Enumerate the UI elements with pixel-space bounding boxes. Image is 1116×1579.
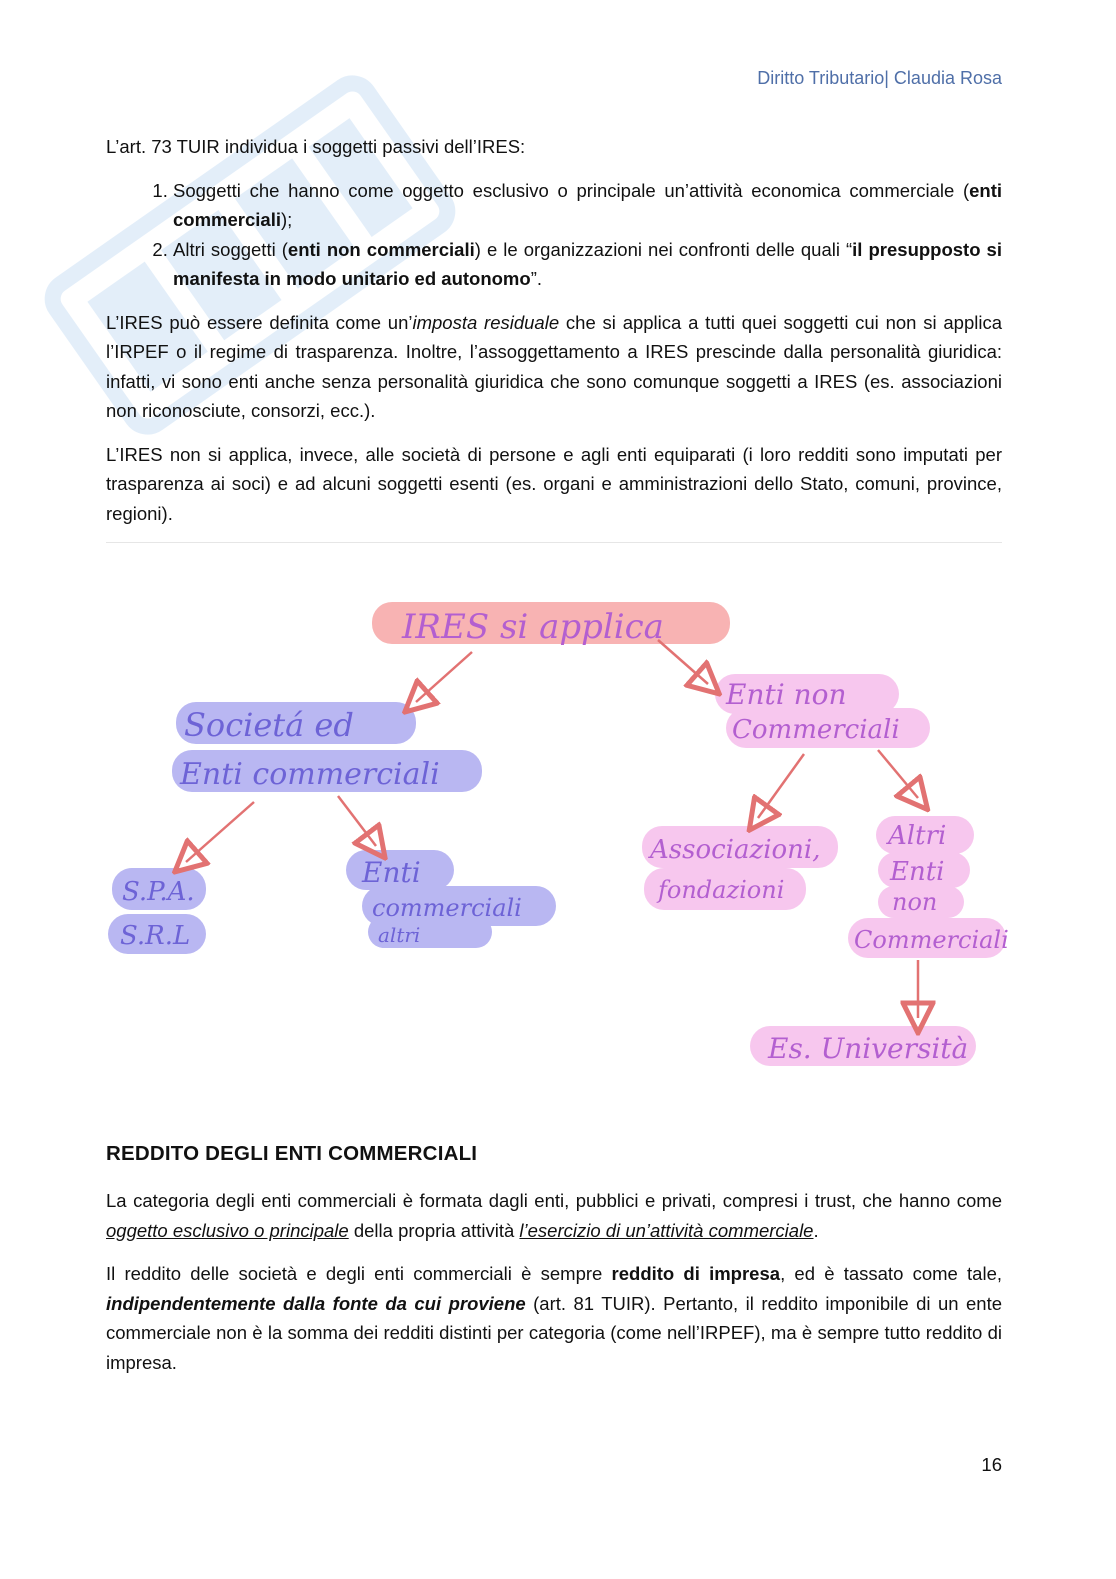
- intro-lead: L’art. 73 TUIR individua i soggetti passivi dell’IRES:: [106, 136, 526, 157]
- intro-section: [106, 132, 1002, 543]
- section-title: REDDITO DEGLI ENTI COMMERCIALI: [106, 1142, 478, 1165]
- enti-label-1: Enti: [362, 856, 421, 889]
- page-header: Diritto Tributario| Claudia Rosa: [757, 68, 1002, 88]
- root-label: IRES si applica: [402, 607, 664, 647]
- paragraph-category: La categoria degli enti commerciali è formata dagli enti, pubblici e privati, compresi i trust, che hanno come oggetto esclusivo o principale della propria attività l’esercizio di un’attività commerciale.: [106, 1190, 1002, 1241]
- altri-label-3: non: [892, 888, 938, 916]
- subjects-list: [106, 176, 1002, 294]
- left-label-2: Enti commerciali: [180, 757, 440, 792]
- altri-label-4: Commerciali: [854, 926, 1009, 954]
- paragraph-exclusions: L’IRES non si applica, invece, alle società di persone e agli enti equiparati (i loro redditi sono imputati per trasparenza ai soci) e ad alcuni soggetti esenti (es. organi e amministrazioni dello Stato, comuni, province, regioni).: [106, 443, 1002, 524]
- enti-label-3: altri: [378, 923, 421, 947]
- paragraph-residual-tax: L’IRES può essere definita come un’imposta residuale che si applica a tutti quei soggetti cui non si applica l’IRPEF o il regime di trasparenza. Inoltre, l’assoggettamento a IRES prescinde dalla personalità giuridica: infatti, vi sono enti anche senza personalità giuridica che sono comunque soggetti a IRES (es. associazioni non riconosciute, consorzi, ecc.).: [106, 311, 1003, 421]
- divider: [106, 542, 1002, 543]
- spa-label: S.P.A.: [122, 877, 195, 907]
- arrow-left-enti: [338, 796, 376, 846]
- arrow-root-left: [416, 652, 472, 702]
- arrow-left-spa: [186, 802, 254, 862]
- assoc-label-1: Associazioni,: [650, 835, 821, 865]
- page-number: 16: [981, 1454, 1002, 1475]
- right-label-1: Enti non: [726, 678, 847, 711]
- arrow-right-assoc: [758, 754, 804, 818]
- arrow-right-altri: [878, 750, 918, 798]
- univ-label: Es. Università: [768, 1032, 969, 1065]
- ires-concept-map: [100, 568, 1010, 1088]
- srl-label: S.R.L: [120, 921, 191, 951]
- assoc-label-2: fondazioni: [658, 876, 785, 904]
- altri-label-2: Enti: [890, 857, 945, 887]
- list-item: 1. Soggetti che hanno come oggetto esclusivo o principale un’attività economica commerciale (enti commerciali);: [173, 176, 1002, 235]
- altri-label-1: Altri: [888, 821, 947, 851]
- arrow-root-right: [658, 640, 708, 684]
- right-label-2: Commerciali: [732, 715, 900, 745]
- commercial-income-section: [106, 1186, 1002, 1391]
- enti-label-2: commerciali: [372, 894, 522, 922]
- list-item: 2. Altri soggetti (enti non commerciali) e le organizzazioni nei confronti delle quali “il presupposto si manifesta in modo unitario ed autonomo”.: [173, 235, 1002, 294]
- left-label-1: Societá ed: [184, 706, 354, 744]
- paragraph-business-income: Il reddito delle società e degli enti commerciali è sempre reddito di impresa, ed è tassato come tale, indipendentemente dalla fonte da cui proviene (art. 81 TUIR). Pertanto, il reddito imponibile di un ente commerciale non è la somma dei redditi distinti per categoria (come nell’IRPEF), ma è sempre tutto reddito di impresa.: [106, 1263, 1002, 1373]
